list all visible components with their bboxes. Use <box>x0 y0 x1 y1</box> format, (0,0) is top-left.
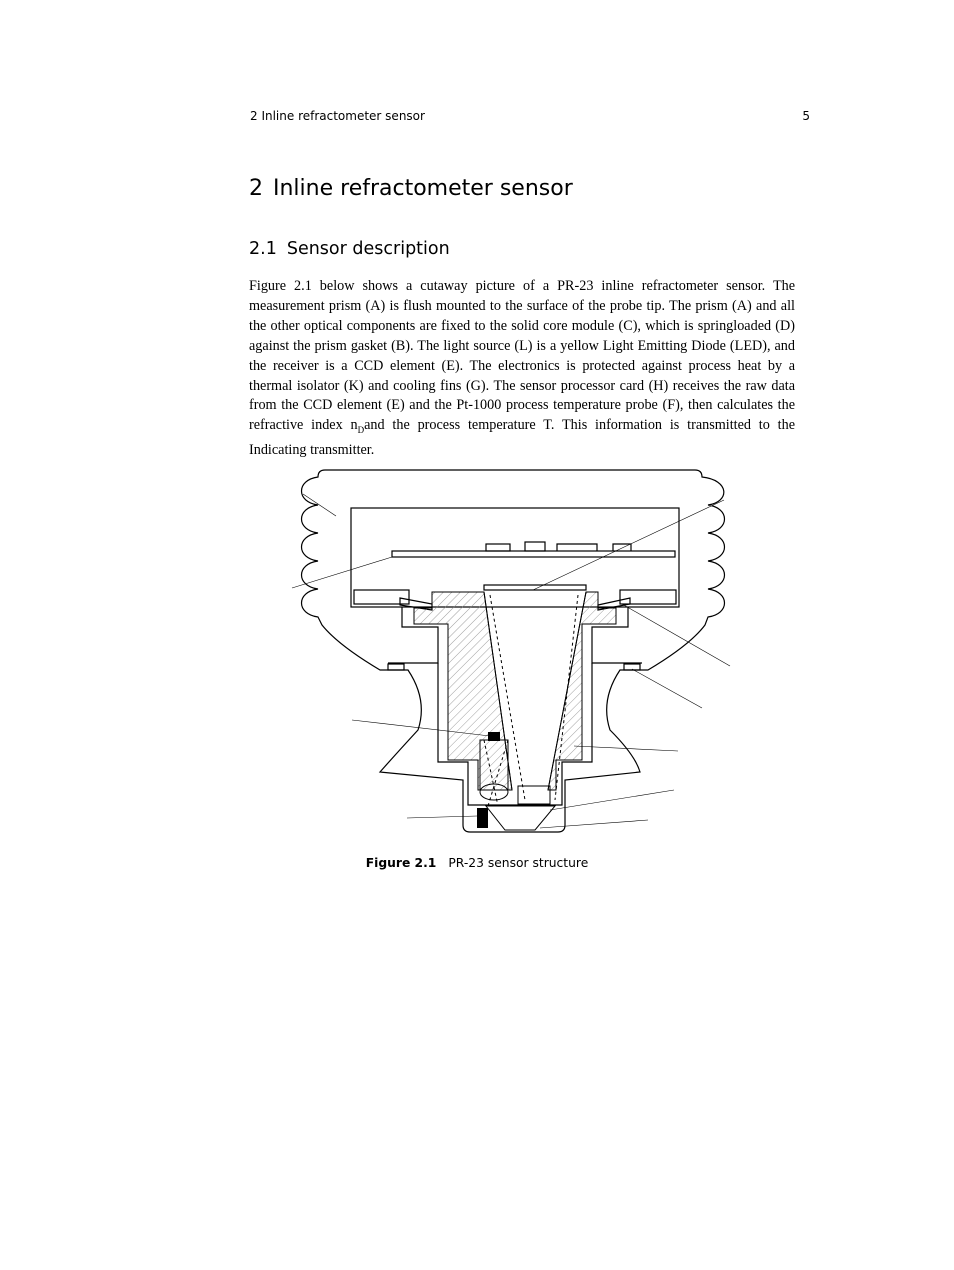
led-light-source <box>488 732 500 741</box>
section-title-text: Sensor description <box>286 239 450 259</box>
chapter-title <box>249 176 573 201</box>
sensor-cutaway-diagram <box>280 462 740 840</box>
running-title: 2 Inline refractometer sensor <box>250 109 425 123</box>
sensor-figure <box>280 462 740 840</box>
section-title <box>249 239 450 259</box>
running-header <box>250 109 810 123</box>
temperature-probe <box>477 808 488 828</box>
chapter-number: 2 <box>249 176 263 201</box>
paragraph-text-1: Figure 2.1 below shows a cutaway picture of a PR-23 inline refractometer sensor. The measurement prism (A) is flush mounted to the surface of the probe tip. The prism (A) and all the other optical components are fixed to the solid core module (C), which is springloaded (D) against the prism gasket (B). The light source (L) is a yellow Light Emitting Diode (LED), and the receiver is a CCD element (E). The electronics is protected against process heat by a thermal isolator (K) and cooling fins (G). The sensor processor card (H) receives the raw data from the CCD element (E) and the Pt-1000 process temperature probe (F), then calculates the refractive index n <box>249 278 795 434</box>
figure-caption <box>0 856 954 870</box>
page-number: 5 <box>802 109 810 123</box>
figure-label: Figure 2.1 <box>365 856 437 870</box>
figure-caption-text: PR-23 sensor structure <box>448 856 589 870</box>
paragraph-subscript: D <box>357 425 365 436</box>
body-paragraph <box>249 277 795 461</box>
core-module-right <box>548 592 616 790</box>
core-module <box>414 592 512 790</box>
leader-lines <box>292 494 730 828</box>
chapter-title-text: Inline refractometer sensor <box>273 176 573 201</box>
paragraph-text-2: and the process temperature T. This information is transmitted to the Indicating transmitter. <box>249 417 795 459</box>
sensor-outline <box>302 470 725 832</box>
section-number: 2.1 <box>249 239 277 259</box>
